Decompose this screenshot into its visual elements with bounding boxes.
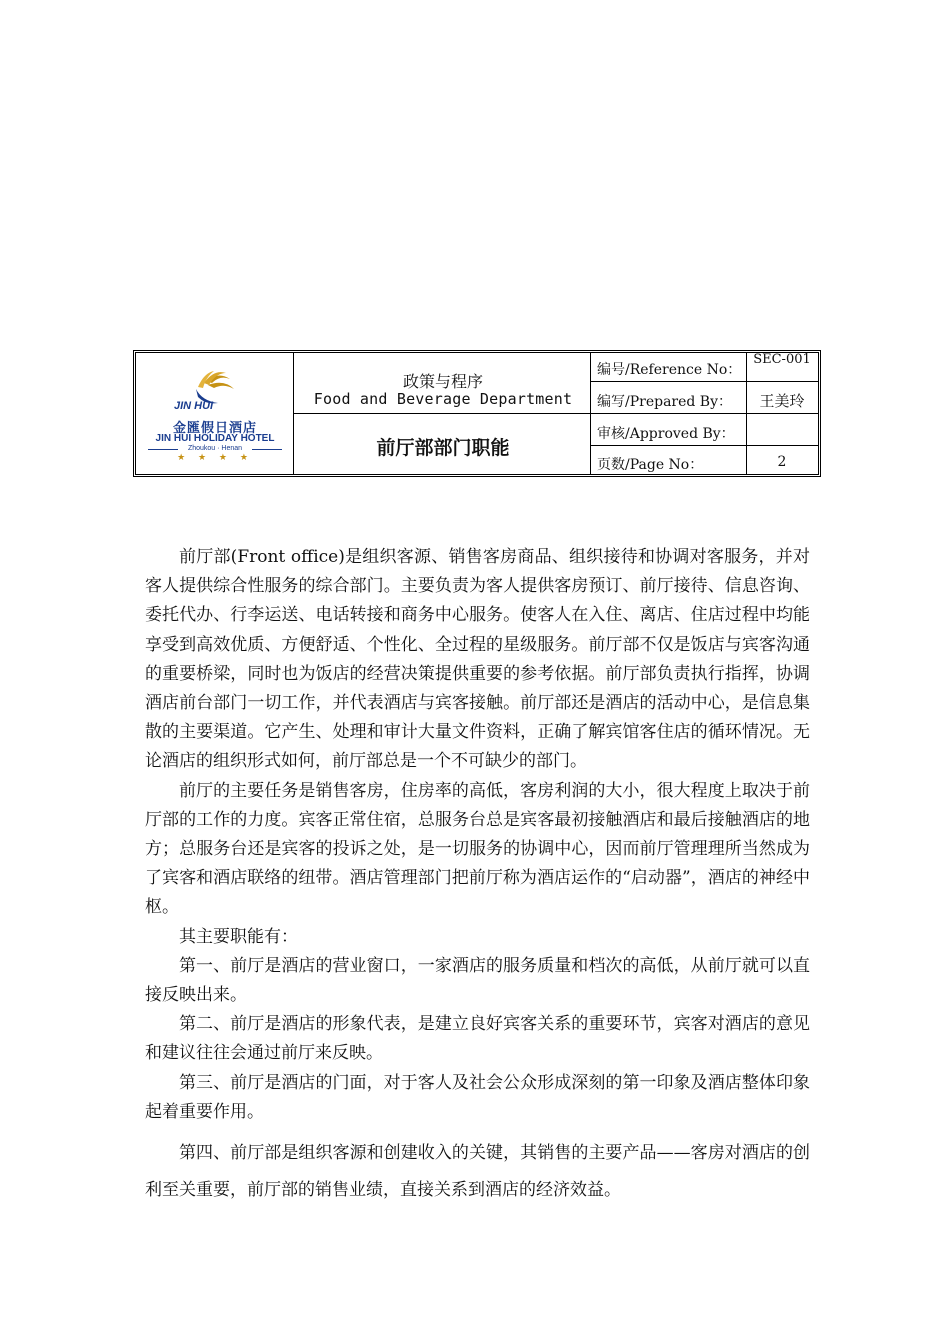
paragraph-main-task: 前厅的主要任务是销售客房，住房率的高低，客房利润的大小，很大程度上取决于前厅部的工作的力度。宾客正常住宿，总服务台总是宾客最初接触酒店和最后接触酒店的地方；总服务台还是宾客的投诉之处，是一切服务的协调中心，因而前厅管理理所当然成为了宾客和酒店联络的纽带。酒店管理部门把前厅称为酒店运作的“启动器”，酒店的神经中枢。 [145,780,810,918]
department-name-en: Food and Beverage Department [313,390,573,408]
hotel-logo [136,353,293,474]
grid-row-divider-2 [590,413,818,414]
page-no-label: 页数/Page No： [597,457,704,473]
paragraph-function-1: 第一、前厅是酒店的营业窗口，一家酒店的服务质量和档次的高低，从前厅就可以直接反映出来。 [145,955,810,1006]
grid-row-divider-title [293,413,590,414]
paragraph-function-2: 第二、前厅是酒店的形象代表，是建立良好宾客关系的重要环节，宾客对酒店的意见和建议往往会通过前厅来反映。 [145,1014,810,1064]
document-header-table [133,350,821,477]
hotel-star-rating: ★ ★ ★ ★ [177,453,253,463]
logo-rule-right [252,449,282,450]
hotel-name-en: JIN HUI HOLIDAY HOTEL [155,433,275,444]
document-body [145,543,810,1209]
approved-by-label: 审核/Approved By： [597,426,735,442]
grid-row-divider-3 [590,445,818,446]
grid-row-divider-1 [590,381,818,382]
document-title: 前厅部部门职能 [376,437,510,459]
reference-no-label: 编号/Reference No： [597,362,742,378]
page-no-value: 2 [777,454,787,470]
paragraph-intro: 前厅部(Front office)是组织客源、销售客房商品、组织接待和协调对客服务，并对客人提供综合性服务的综合部门。主要负责为客人提供客房预订、前厅接待、信息咨询、委托代办、行李运送、电话转接和商务中心服务。使客人在入住、离店、住店过程中均能享受到高效优质、方便舒适、个性化、全过程的星级服务。前厅部不仅是饭店与宾客沟通的重要桥梁，同时也为饭店的经营决策提供重要的参考依据。前厅部负责执行指挥，协调酒店前台部门一切工作，并代表酒店与宾客接触。前厅部还是酒店的活动中心，是信息集散的主要渠道。它产生、处理和审计大量文件资料，正确了解宾馆客住店的循环情况。无论酒店的组织形式如何，前厅部总是一个不可缺少的部门。 [145,547,810,772]
paragraph-function-3: 第三、前厅是酒店的门面，对于客人及社会公众形成深刻的第一印象及酒店整体印象起着重要作用。 [145,1072,810,1122]
hotel-name-cn: 金匯假日酒店 [172,421,257,436]
sunburst-logo-icon [168,371,240,417]
reference-no-value: SEC-001 [753,353,811,367]
hotel-location: Zhoukou · Henan [187,445,243,452]
prepared-by-value: 王美玲 [759,392,805,410]
logo-wordmark: JIN HUI [174,400,214,412]
paragraph-functions-heading: 其主要职能有： [179,926,298,947]
prepared-by-label: 编写/Prepared By： [597,394,733,410]
paragraph-function-4: 第四、前厅部是组织客源和创建收入的关键，其销售的主要产品——客房对酒店的创利至关重要，前厅部的销售业绩，直接关系到酒店的经济效益。 [145,1143,810,1201]
policy-title-cn: 政策与程序 [402,372,483,391]
